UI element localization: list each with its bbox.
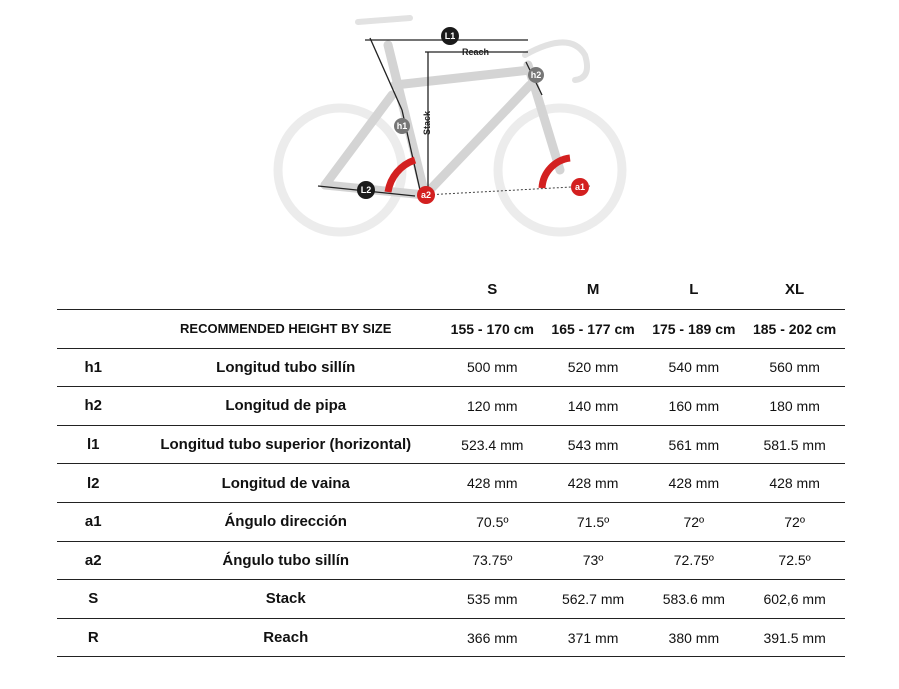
row-value: 73.75º xyxy=(472,552,513,569)
row-code: l2 xyxy=(87,474,100,492)
marker-l2 xyxy=(357,181,375,199)
row-value: 175 - 189 cm xyxy=(652,320,736,337)
table-row xyxy=(57,425,845,464)
row-value: 523.4 mm xyxy=(461,436,524,453)
row-label: RECOMMENDED HEIGHT BY SIZE xyxy=(180,321,392,337)
marker-h1 xyxy=(394,118,410,134)
row-value: 543 mm xyxy=(567,436,619,453)
row-value: 180 mm xyxy=(769,397,820,414)
row-label: Ángulo dirección xyxy=(224,513,347,531)
row-label: Longitud de vaina xyxy=(221,474,350,492)
row-code: R xyxy=(87,629,99,647)
reach-label: Reach xyxy=(462,47,490,57)
table-row xyxy=(57,541,845,580)
row-code: a1 xyxy=(84,513,102,531)
size-header: XL xyxy=(744,270,845,310)
row-value: 560 mm xyxy=(769,359,820,376)
size-header: M xyxy=(543,270,644,310)
marker-a1 xyxy=(571,178,589,196)
row-value: 562.7 mm xyxy=(561,590,625,607)
table-row xyxy=(57,618,845,657)
row-code: S xyxy=(88,590,99,608)
row-value: 428 mm xyxy=(769,475,820,492)
row-value: 540 mm xyxy=(668,359,720,376)
row-value: 535 mm xyxy=(467,590,518,607)
marker-h2 xyxy=(528,67,544,83)
row-value: 155 - 170 cm xyxy=(450,320,534,337)
bike-geometry-diagram xyxy=(270,0,630,250)
svg-text:h2: h2 xyxy=(530,70,542,80)
row-value: 73º xyxy=(582,552,604,569)
row-code: a2 xyxy=(84,551,102,569)
row-value: 72º xyxy=(784,513,805,530)
row-code xyxy=(57,310,130,349)
stack-label: Stack xyxy=(422,110,432,135)
row-value: 70.5º xyxy=(476,513,509,530)
row-label: Stack xyxy=(265,590,306,608)
svg-text:a2: a2 xyxy=(420,190,432,200)
saddle xyxy=(358,18,410,22)
row-label: Longitud de pipa xyxy=(225,397,347,415)
row-value: 428 mm xyxy=(567,475,619,492)
svg-text:L1: L1 xyxy=(444,31,456,41)
svg-text:h1: h1 xyxy=(396,121,408,131)
size-header: L xyxy=(643,270,744,310)
row-value: 583.6 mm xyxy=(662,590,725,607)
row-value: 366 mm xyxy=(467,629,518,646)
row-value: 185 - 202 cm xyxy=(752,320,837,337)
row-value: 160 mm xyxy=(668,397,720,414)
row-label: Ángulo tubo sillín xyxy=(222,551,350,569)
row-value: 140 mm xyxy=(567,397,619,414)
size-header-row xyxy=(57,270,845,310)
row-value: 520 mm xyxy=(567,359,619,376)
table-row xyxy=(57,464,845,503)
bike-frame-illustration xyxy=(270,0,630,250)
row-code: l1 xyxy=(87,436,100,454)
marker-l1 xyxy=(441,27,459,45)
row-value: 371 mm xyxy=(567,629,619,646)
row-label: Longitud tubo superior (horizontal) xyxy=(160,436,412,454)
row-value: 561 mm xyxy=(668,436,720,453)
row-value: 428 mm xyxy=(467,475,518,492)
row-value: 120 mm xyxy=(467,397,518,414)
header-spacer xyxy=(57,270,130,310)
table-row xyxy=(57,502,845,541)
svg-text:L2: L2 xyxy=(360,185,372,195)
row-value: 602,6 mm xyxy=(763,590,826,607)
row-value: 428 mm xyxy=(668,475,720,492)
row-value: 72º xyxy=(683,513,705,530)
row-value: 500 mm xyxy=(467,359,518,376)
row-label: Reach xyxy=(263,629,309,647)
table-row xyxy=(57,580,845,619)
row-value: 391.5 mm xyxy=(763,629,826,646)
row-value: 72.75º xyxy=(673,552,714,569)
marker-a2 xyxy=(417,186,435,204)
row-value: 165 - 177 cm xyxy=(551,320,635,337)
recommended-height-row xyxy=(57,310,845,349)
row-value: 72.5º xyxy=(778,552,811,569)
table-row xyxy=(57,387,845,426)
geometry-table xyxy=(57,270,845,657)
table-row xyxy=(57,348,845,387)
row-label: Longitud tubo sillín xyxy=(216,358,356,376)
row-value: 71.5º xyxy=(576,513,610,530)
row-code: h1 xyxy=(84,358,103,376)
a1-angle-arc xyxy=(542,158,570,188)
row-value: 380 mm xyxy=(668,629,720,646)
size-header: S xyxy=(442,270,543,310)
row-code: h2 xyxy=(84,397,103,415)
header-spacer xyxy=(130,270,442,310)
svg-text:a1: a1 xyxy=(574,182,586,192)
row-value: 581.5 mm xyxy=(763,436,826,453)
